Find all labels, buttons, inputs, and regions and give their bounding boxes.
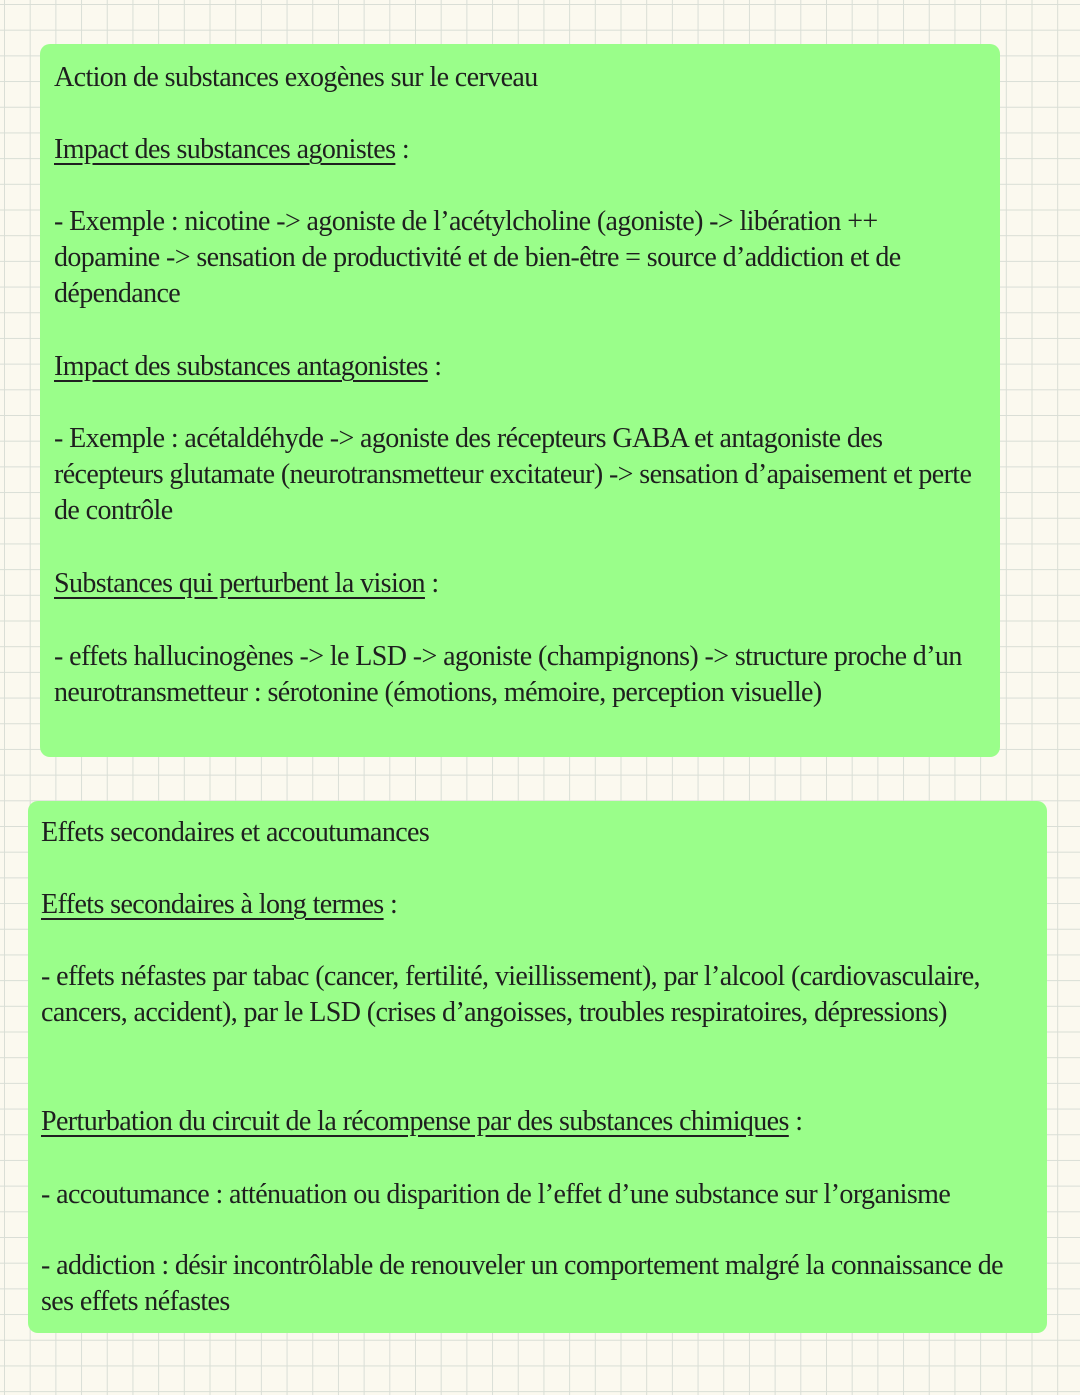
subheading <box>41 887 397 923</box>
subheading <box>54 349 441 385</box>
section-title: Effets secondaires et accoutumances <box>41 817 430 848</box>
paragraph: - addiction : désir incontrôlable de renouveler un comportement malgré la connaissance de ses effets néfastes <box>41 1250 1003 1317</box>
note-card-effets <box>28 801 1047 1333</box>
subheading-text: Perturbation du circuit de la récompense par des substances chimiques <box>41 1106 789 1137</box>
section-title: Action de substances exogènes sur le cerveau <box>54 62 538 93</box>
subheading-colon: : <box>788 1106 803 1137</box>
subheading <box>54 132 409 168</box>
subheading-colon: : <box>424 568 439 599</box>
subheading-text: Substances qui perturbent la vision <box>54 568 425 599</box>
subheading-colon: : <box>395 134 410 165</box>
paragraph: - effets néfastes par tabac (cancer, fertilité, vieillissement), par l’alcool (cardiovasculaire, cancers, accident), par le LSD (crises d’angoisses, troubles respiratoires, dépressions) <box>41 961 980 1028</box>
subheading-colon: : <box>383 889 398 920</box>
paragraph: - accoutumance : atténuation ou disparition de l’effet d’une substance sur l’organisme <box>41 1179 951 1210</box>
subheading-text: Effets secondaires à long termes <box>41 889 384 920</box>
paragraph: - Exemple : nicotine -> agoniste de l’acétylcholine (agoniste) -> libération ++ dopamine -> sensation de productivité et de bien-être = source d’addiction et de dépendance <box>54 206 901 309</box>
subheading <box>54 566 439 602</box>
subheading-text: Impact des substances agonistes <box>54 134 396 165</box>
subheading-colon: : <box>427 351 442 382</box>
paragraph: - Exemple : acétaldéhyde -> agoniste des récepteurs GABA et antagoniste des récepteurs glutamate (neurotransmetteur excitateur) -> sensation d’apaisement et perte de contrôle <box>54 423 972 526</box>
subheading <box>41 1104 802 1140</box>
subheading-text: Impact des substances antagonistes <box>54 351 428 382</box>
paragraph: - effets hallucinogènes -> le LSD -> agoniste (champignons) -> structure proche d’un neurotransmetteur : sérotonine (émotions, mémoire, perception visuelle) <box>54 641 962 708</box>
note-card-substances <box>40 44 1000 757</box>
